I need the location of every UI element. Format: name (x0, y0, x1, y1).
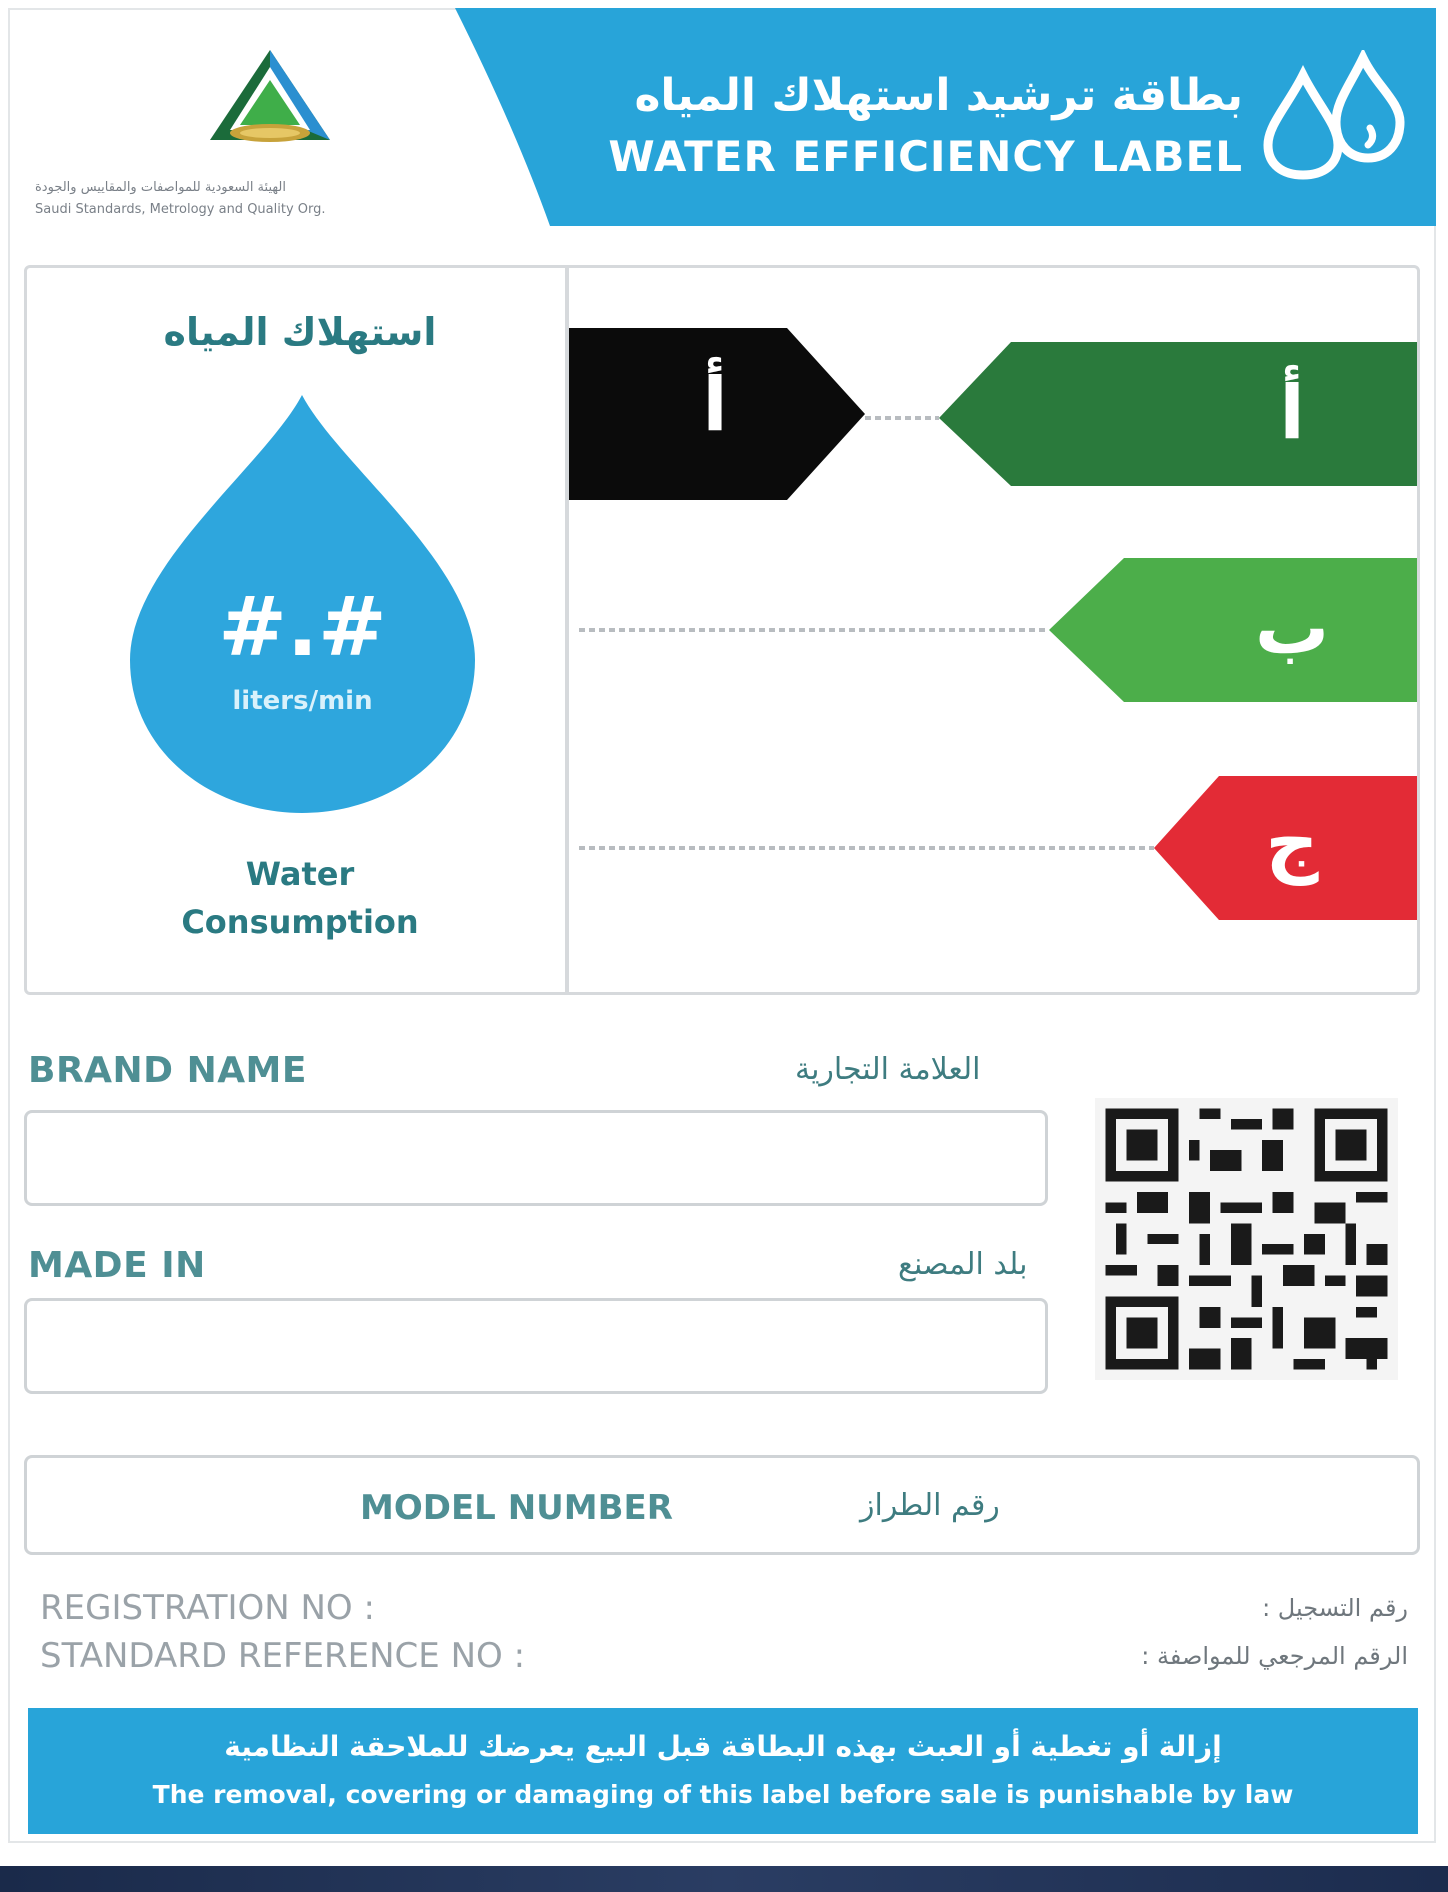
org-name-arabic: الهيئة السعودية للمواصفات والمقاييس والجودة (35, 180, 286, 195)
registration-no-label-arabic: رقم التسجيل : (1262, 1594, 1408, 1622)
registration-no-label: REGISTRATION NO : (40, 1588, 375, 1628)
model-number-field (24, 1455, 1420, 1555)
made-in-label: MADE IN (28, 1245, 206, 1286)
saso-logo (205, 45, 335, 155)
warning-banner (28, 1708, 1418, 1834)
warning-text-arabic: إزالة أو تغطية أو العبث بهذه البطاقة قبل البيع يعرضك للملاحقة النظامية (224, 1730, 1222, 1763)
rating-c-letter: ج (1265, 800, 1319, 886)
org-name-english: Saudi Standards, Metrology and Quality Org. (35, 202, 326, 217)
consumption-title-arabic: استهلاك المياه (163, 310, 437, 354)
qr-code (1093, 1098, 1400, 1380)
rating-b-letter: ب (1254, 585, 1330, 671)
header-title-arabic: بطاقة ترشيد استهلاك المياه (634, 70, 1243, 121)
consumption-title-line2: Consumption (181, 903, 419, 941)
standard-reference-label: STANDARD REFERENCE NO : (40, 1636, 526, 1676)
brand-name-label-arabic: العلامة التجارية (795, 1052, 981, 1087)
consumption-value: #.# (218, 580, 387, 675)
model-number-label: MODEL NUMBER (360, 1488, 673, 1528)
consumption-unit: liters/min (232, 686, 373, 716)
consumption-title-english (120, 850, 480, 946)
background-strip (0, 1866, 1448, 1892)
header-title-english: WATER EFFICIENCY LABEL (608, 132, 1243, 181)
model-number-label-arabic: رقم الطراز (860, 1488, 1000, 1523)
made-in-field (24, 1298, 1048, 1394)
consumption-title-line1: Water (245, 855, 355, 893)
rating-a-letter: أ (1279, 370, 1305, 456)
brand-name-label: BRAND NAME (28, 1050, 307, 1091)
brand-name-field (24, 1110, 1048, 1206)
made-in-label-arabic: بلد المصنع (898, 1247, 1028, 1282)
warning-text-english: The removal, covering or damaging of this label before sale is punishable by law (152, 1780, 1294, 1809)
water-drops-icon (1258, 50, 1408, 180)
current-rating-letter: أ (702, 362, 728, 448)
standard-reference-label-arabic: الرقم المرجعي للمواصفة : (1141, 1642, 1408, 1670)
